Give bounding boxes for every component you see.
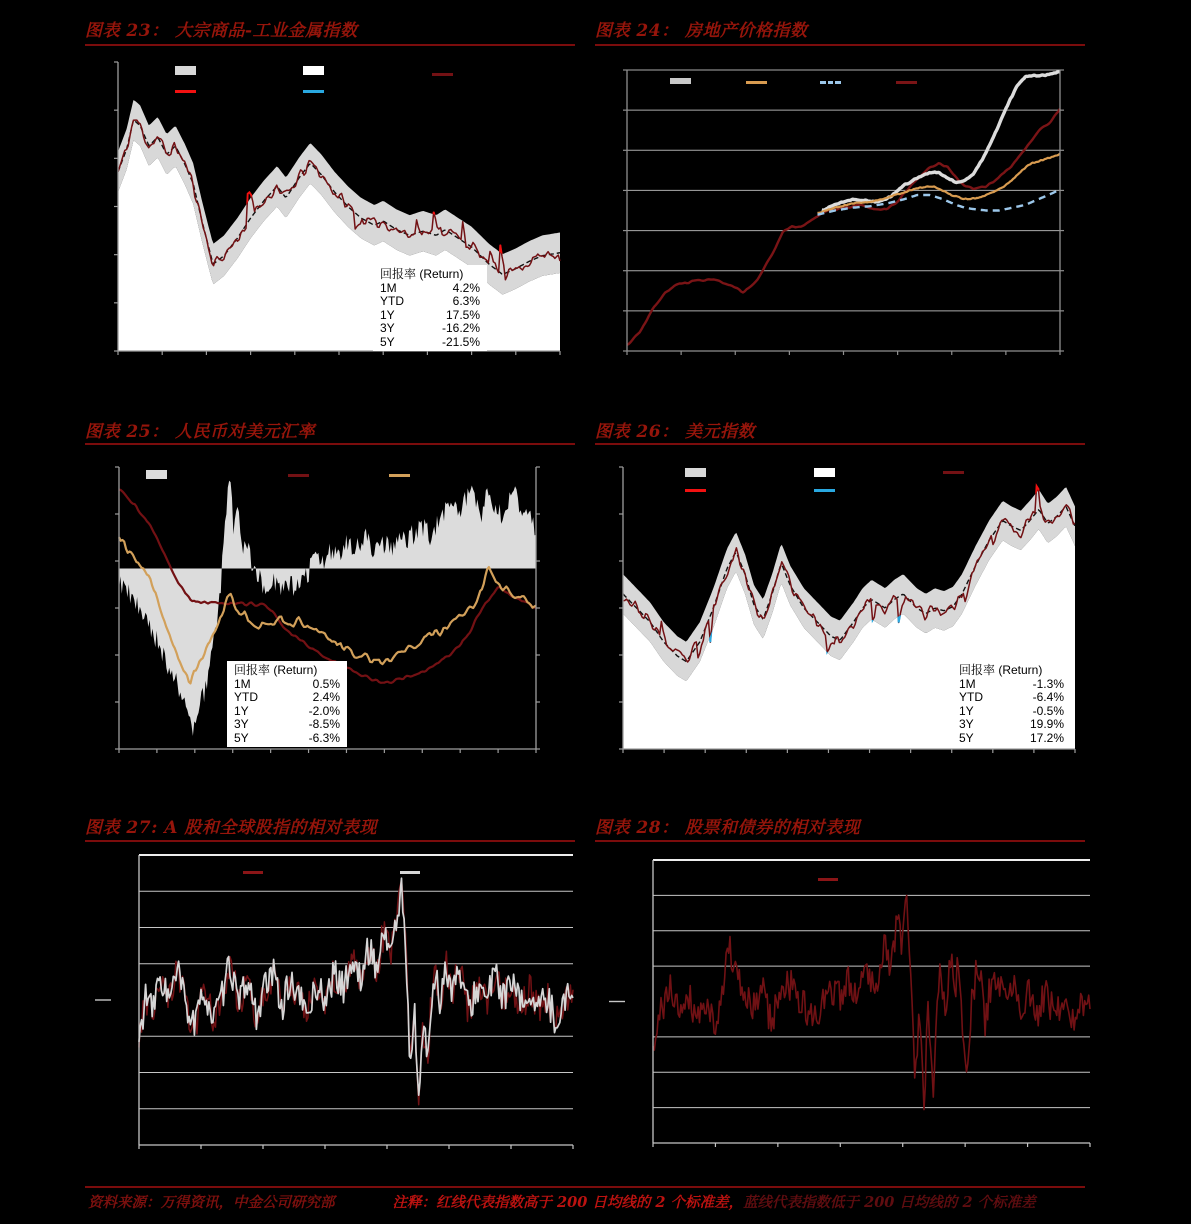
- ashare-global-relative-chart: [85, 845, 590, 1165]
- title-underline-25: [85, 443, 575, 445]
- property-price-chart: [595, 48, 1085, 365]
- table-row: 5Y -6.3%: [234, 730, 340, 745]
- title-underline-23: [85, 44, 575, 46]
- table-row: 1Y -0.5%: [959, 703, 1064, 718]
- return-table-header: 回报率 (Return): [234, 663, 318, 677]
- table-row: 5Y 17.2%: [959, 730, 1064, 745]
- footnote-red-line: 注释：红线代表指数高于 200 日均线的 2 个标准差，: [392, 1194, 744, 1211]
- chart-title-26: 图表 26： 美元指数: [595, 422, 755, 442]
- table-row: 1M 0.5%: [234, 676, 340, 691]
- table-row: 5Y -21.5%: [380, 334, 480, 349]
- return-table-26: [952, 661, 1071, 747]
- title-underline-28: [595, 840, 1085, 842]
- title-underline-24: [595, 44, 1085, 46]
- table-row: 1M -1.3%: [959, 676, 1064, 691]
- chart-title-28: 图表 28： 股票和债券的相对表现: [595, 818, 860, 838]
- footer: [88, 1191, 1036, 1212]
- chart-title-23: 图表 23： 大宗商品-工业金属指数: [85, 21, 358, 41]
- table-row: 3Y -16.2%: [380, 321, 480, 335]
- stock-bond-relative-chart: [595, 845, 1100, 1165]
- chart-title-24: 图表 24： 房地产价格指数: [595, 21, 808, 41]
- industrial-metals-chart: [85, 48, 575, 365]
- table-row: YTD 6.3%: [380, 294, 480, 308]
- table-row: YTD 2.4%: [234, 690, 340, 704]
- table-row: 1Y -2.0%: [234, 703, 340, 718]
- table-row: 3Y 19.9%: [959, 717, 1064, 731]
- return-table-25: [227, 661, 347, 747]
- footer-rule: [85, 1186, 1085, 1188]
- footnote-blue-line: 蓝线代表指数低于 200 日均线的 2 个标准差: [743, 1194, 1036, 1211]
- chart-title-25: 图表 25： 人民币对美元汇率: [85, 422, 315, 442]
- table-row: 3Y -8.5%: [234, 717, 340, 731]
- return-table-header: 回报率 (Return): [380, 267, 464, 281]
- table-row: YTD -6.4%: [959, 690, 1064, 704]
- table-row: 1M 4.2%: [380, 280, 480, 295]
- table-row: 1Y 17.5%: [380, 307, 480, 322]
- chart-title-27: 图表 27: A 股和全球股指的相对表现: [85, 818, 377, 838]
- title-underline-26: [595, 443, 1085, 445]
- source-text: 资料来源：万得资讯，中金公司研究部: [88, 1194, 335, 1211]
- title-underline-27: [85, 840, 575, 842]
- return-table-header: 回报率 (Return): [959, 663, 1043, 677]
- return-table-23: [373, 265, 487, 351]
